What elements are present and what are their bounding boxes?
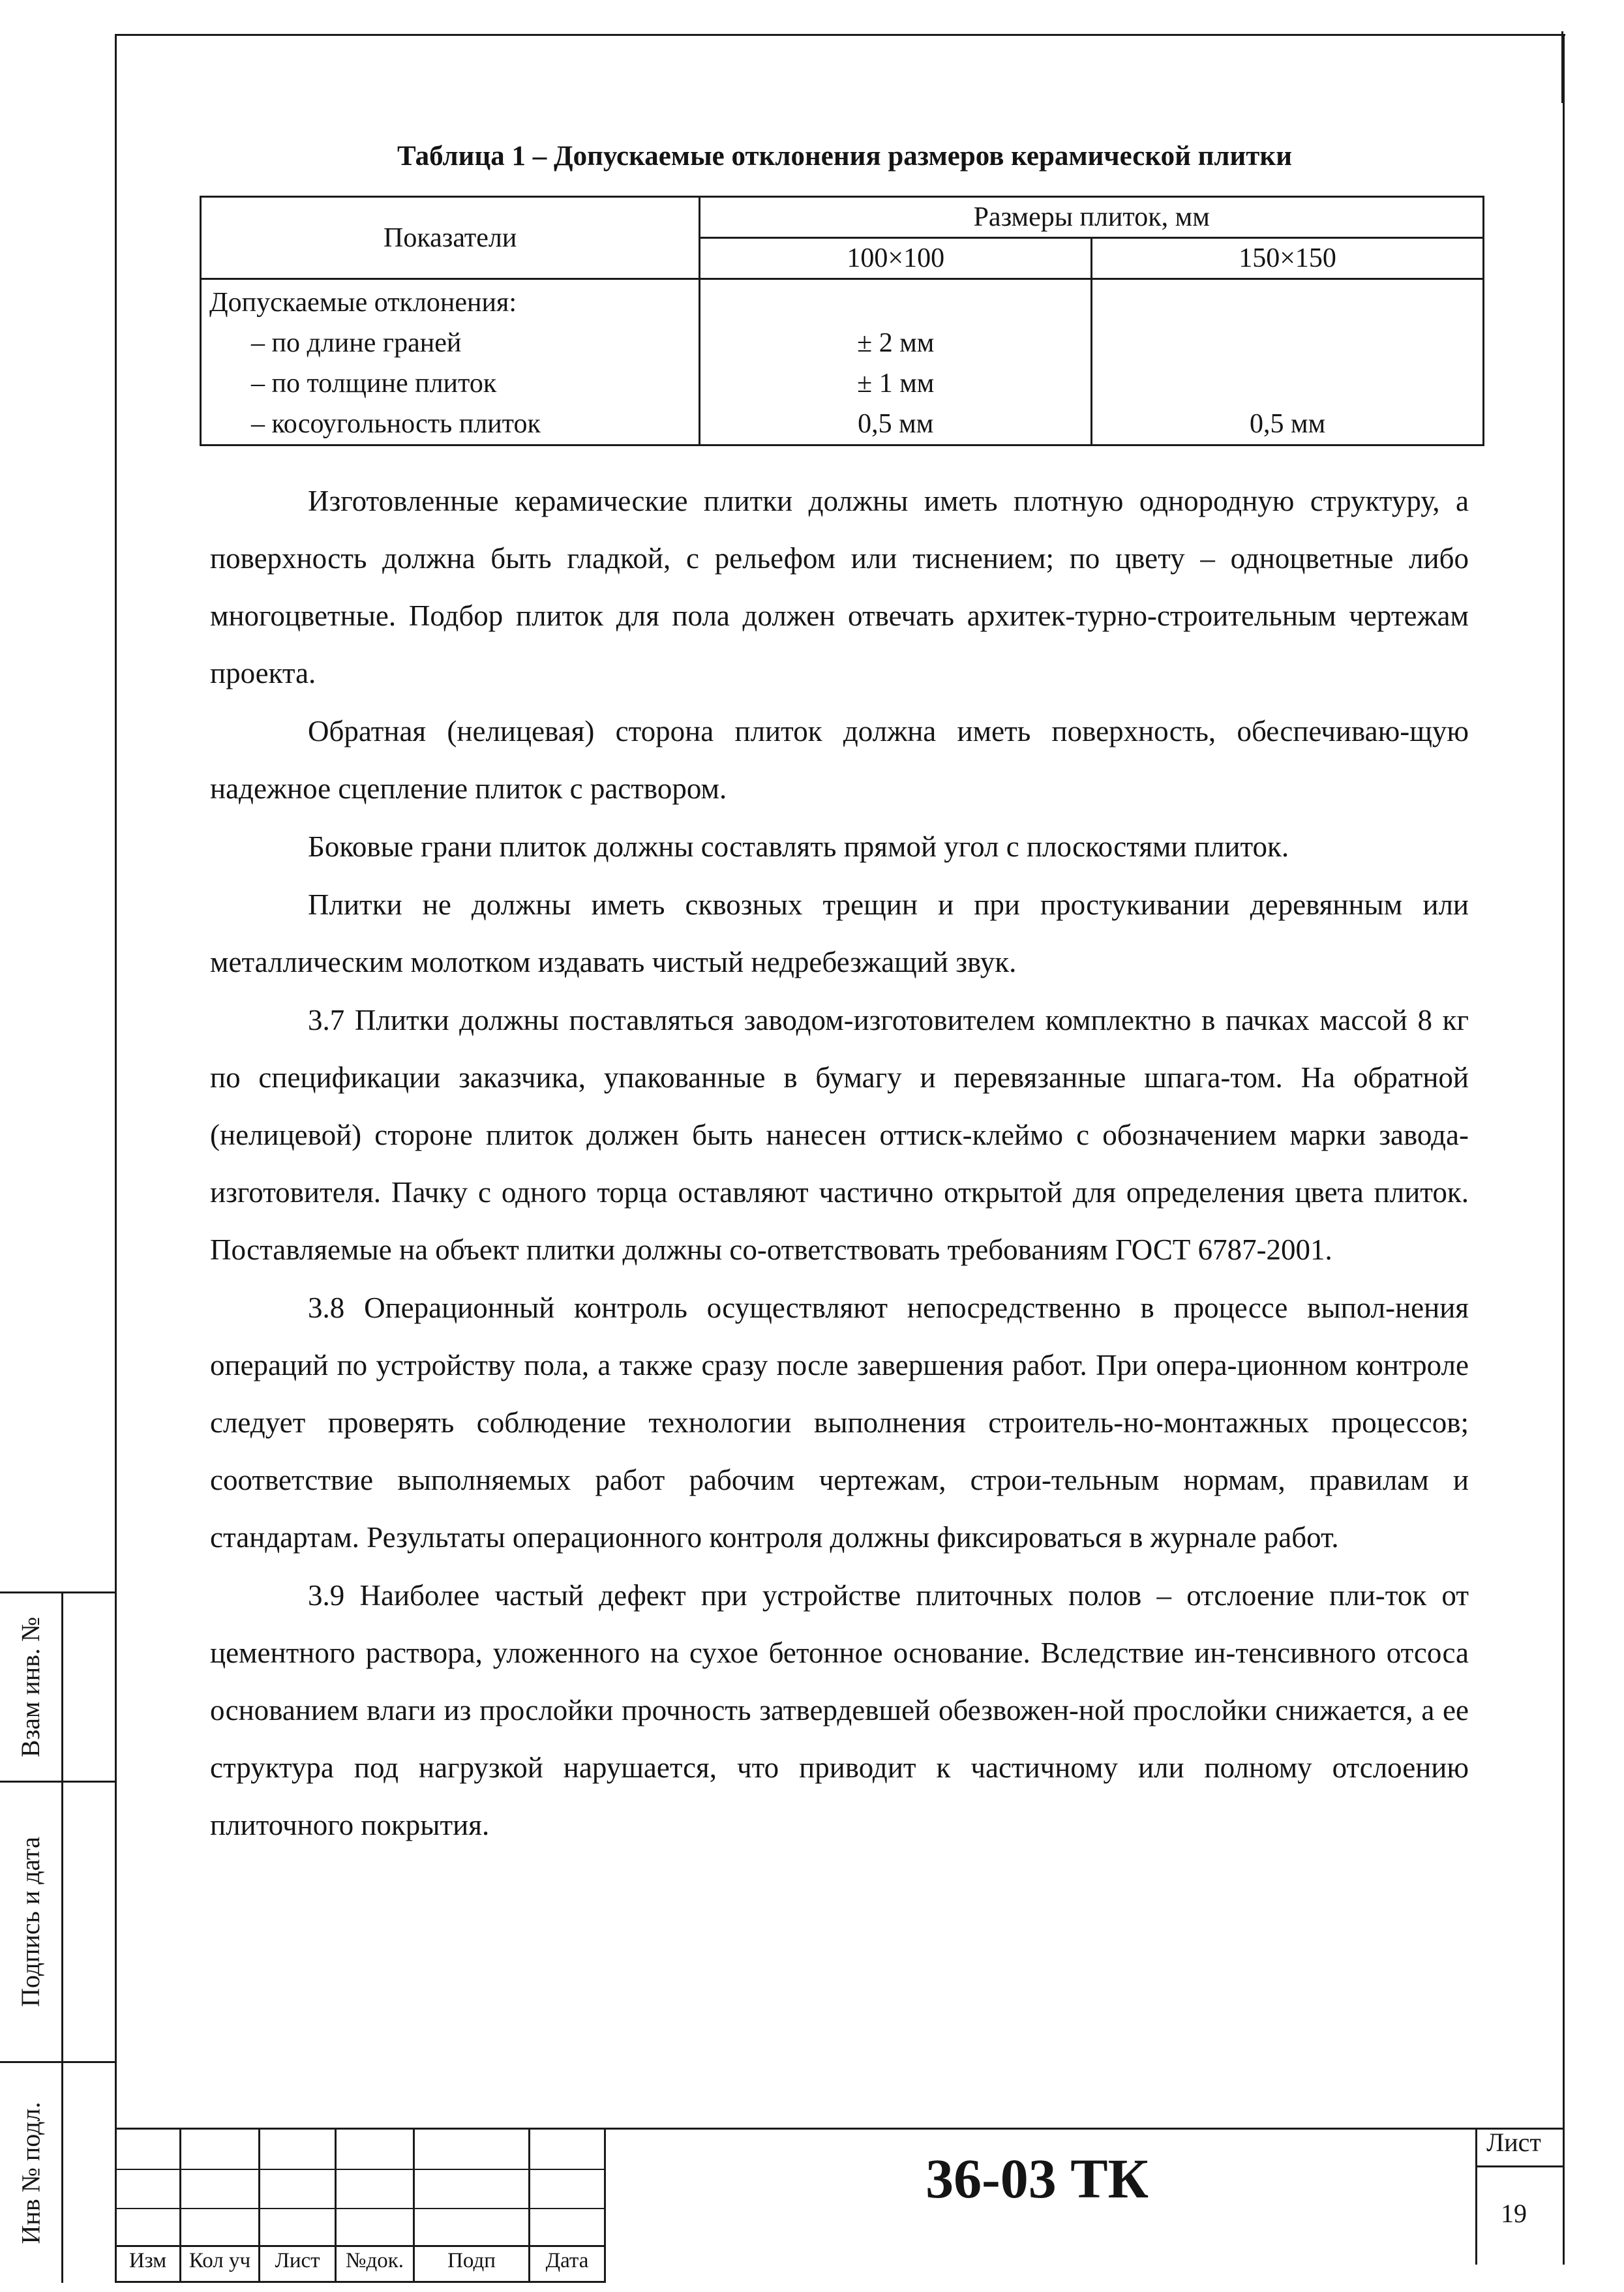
title-block-row-1 — [115, 2169, 605, 2170]
side-stamp-inner-line — [61, 1591, 63, 2283]
side-cell-inv — [0, 2063, 61, 2283]
title-block-bottom — [115, 2281, 605, 2283]
paragraph-3-9: 3.9 Наиболее частый дефект при устройстве плиточных полов – отслоение пли-ток от цементного раствора, уложенного на сухое бетонное основание. Вследствие ин-тенсивного отсоса основанием влаги из прослойки прочность затвердевшей обезвожен-ной прослойки снижается, а ее структура под нагрузкой нарушается, что приводит к частичному или полному отслоению плиточного покрытия. — [210, 1579, 1469, 1841]
value-150-edge-length — [1100, 323, 1475, 363]
value-150-skew: 0,5 мм — [1250, 409, 1326, 439]
header-size-150: 150×150 — [1092, 238, 1484, 279]
tb-label-list: Лист — [275, 2249, 320, 2272]
title-block-row-3 — [115, 2245, 605, 2247]
row-label-skew: – косоугольность плиток — [251, 409, 541, 439]
side-label-podpis: Подпись и дата — [16, 1836, 46, 2008]
header-indicators: Показатели — [201, 197, 700, 279]
values-100-cell — [700, 279, 1092, 445]
side-cell-podpis — [0, 1783, 61, 2061]
tb-label-data: Дата — [545, 2249, 589, 2272]
table-header-row — [201, 197, 1484, 238]
side-label-vzam: Взам инв. № — [16, 1616, 46, 1758]
frame-right — [1563, 34, 1565, 2265]
table-title: Таблица 1 – Допускаемые отклонения размеров керамической плитки — [397, 141, 1292, 172]
sheet-number: 19 — [1501, 2199, 1527, 2228]
document-code: 36-03 ТК — [925, 2147, 1149, 2210]
value-100-skew: 0,5 мм — [858, 409, 934, 439]
title-block-col-6 — [604, 2128, 606, 2283]
row-label-thickness: – по толщине плиток — [251, 369, 497, 399]
header-size-100: 100×100 — [700, 238, 1092, 279]
header-sizes: Размеры плиток, мм — [700, 197, 1484, 238]
paragraph-side-edges: Боковые грани плиток должны составлять прямой угол с плоскостями плиток. — [308, 830, 1289, 863]
values-150-cell — [1092, 279, 1484, 445]
tb-label-podp: Подп — [447, 2249, 496, 2272]
deviations-table — [200, 196, 1484, 446]
title-block-top — [115, 2128, 1563, 2130]
paragraph-structure: Изготовленные керамические плитки должны иметь плотную однородную структуру, а поверхность должна быть гладкой, с рельефом или тиснением; по цвету – одноцветные либо многоцветные. Подбор плиток для пола должен отвечать архитек-турно-строительным чертежам проекта. — [210, 485, 1469, 689]
value-100-edge-length: ± 2 мм — [857, 328, 935, 358]
tb-label-izm: Изм — [128, 2249, 167, 2272]
row-label-edge-length: – по длине граней — [251, 328, 462, 358]
body-text — [210, 472, 1469, 1854]
table-row — [201, 279, 1484, 445]
tb-label-kol-uch: Кол уч — [188, 2249, 251, 2272]
paragraph-3-7: 3.7 Плитки должны поставляться заводом-изготовителем комплектно в пачках массой 8 кг по спецификации заказчика, упакованные в бумагу и перевязанные шпага-том. На обратной (нелицевой) стороне плиток должен быть нанесен оттиск-клеймо с обозначением марки завода-изготовителя. Пачку с одного торца оставляют частично открытой для определения цвета плиток. Поставляемые на объект плитки должны со-ответствовать требованиям ГОСТ 6787-2001. — [210, 1004, 1469, 1266]
title-block-row-2 — [115, 2208, 605, 2209]
sheet-label: Лист — [1486, 2128, 1541, 2157]
frame-left — [115, 34, 117, 2283]
frame-top — [115, 34, 1565, 36]
sheet-cell-divider — [1475, 2165, 1564, 2167]
value-100-thickness: ± 1 мм — [857, 369, 935, 399]
row-labels-cell — [201, 279, 700, 445]
paragraph-cracks: Плитки не должны иметь сквозных трещин и при простукивании деревянным или металлическим молотком издавать чистый недребезжащий звук. — [210, 888, 1469, 978]
value-150-thickness — [1100, 363, 1475, 404]
side-label-inv: Инв № подл. — [16, 2102, 46, 2244]
frame-right-tick — [1561, 31, 1563, 103]
paragraph-3-8: 3.8 Операционный контроль осуществляют непосредственно в процессе выпол-нения операций по устройству пола, а также сразу после завершения работ. При опера-ционном контроле следует проверять соблюдение технологии выполнения строитель-но-монтажных процессов; соответствие выполняемых работ рабочим чертежам, строи-тельным нормам, правилам и стандартам. Результаты операционного контроля должны фиксироваться в журнале работ. — [210, 1291, 1469, 1554]
paragraph-back-side: Обратная (нелицевая) сторона плиток должна иметь поверхность, обеспечиваю-щую надежное сцепление плиток с раствором. — [210, 715, 1469, 805]
row-group-label: Допускаемые отклонения: — [209, 288, 517, 318]
tb-label-ndok: №док. — [345, 2249, 404, 2272]
side-cell-vzam — [0, 1593, 61, 1781]
